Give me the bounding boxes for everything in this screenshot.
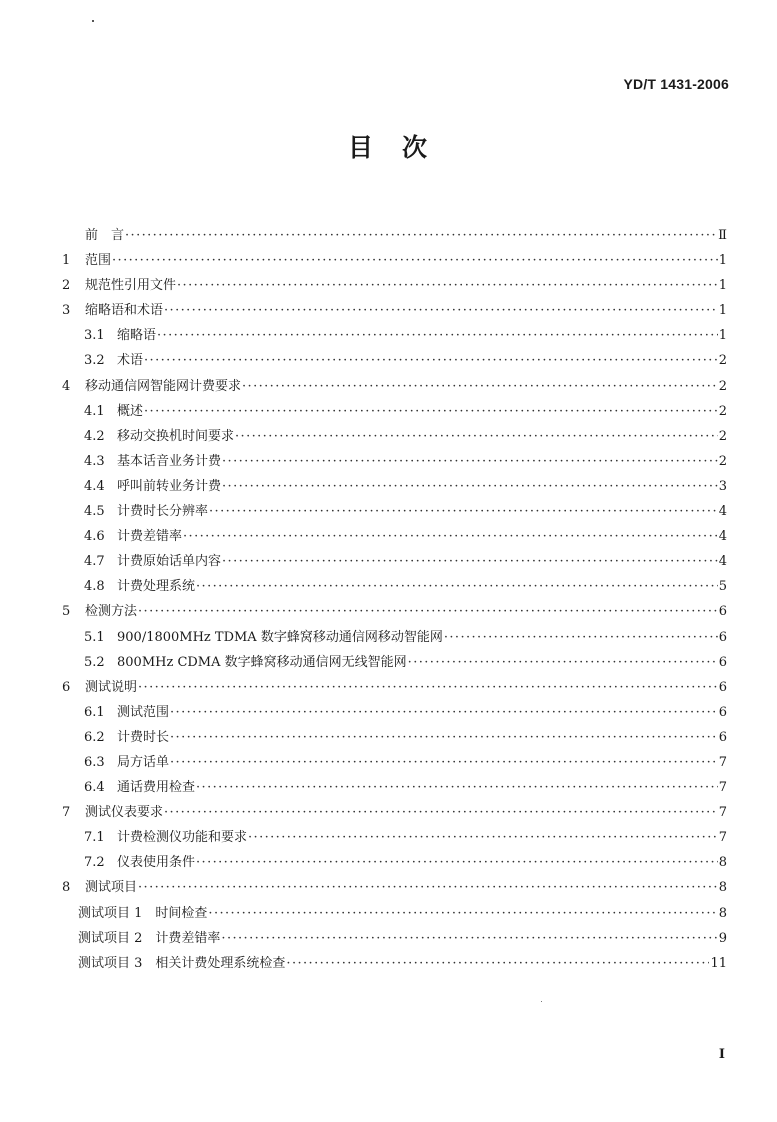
toc-entry-page: 8 — [718, 905, 727, 921]
toc-entry-number: 1 — [62, 253, 71, 269]
toc-entry[interactable] — [62, 298, 727, 323]
dot-leader — [248, 825, 718, 850]
toc-entry-number: 8 — [62, 880, 71, 896]
toc-entry-page: 6 — [718, 629, 727, 645]
toc-entry[interactable] — [62, 474, 727, 499]
toc-entry-number: 4 — [62, 378, 71, 394]
toc-entry[interactable] — [62, 650, 727, 675]
toc-entry-number: 2 — [62, 278, 71, 294]
toc-entry[interactable] — [62, 248, 727, 273]
dot-leader — [138, 675, 718, 700]
toc-entry-page: 2 — [718, 428, 727, 444]
toc-entry[interactable] — [62, 951, 727, 976]
toc-entry-page: 2 — [718, 453, 727, 469]
toc-entry[interactable] — [62, 549, 727, 574]
dot-leader — [144, 399, 718, 424]
toc-entry[interactable] — [62, 273, 727, 298]
toc-entry-title: 移动交换机时间要求 — [117, 428, 235, 444]
dot-leader — [164, 800, 718, 825]
dot-leader — [196, 775, 718, 800]
toc-entry-page: 3 — [718, 478, 727, 494]
toc-entry-title: 计费处理系统 — [117, 579, 196, 595]
toc-entry-number: 6 — [62, 679, 71, 695]
toc-entry-title: 前 言 — [85, 228, 125, 243]
toc-entry-title: 基本话音业务计费 — [117, 453, 222, 469]
toc-entry-title: 测试范围 — [117, 704, 170, 720]
toc-entry-title: 范围 — [85, 253, 112, 269]
toc-entry-page: 1 — [718, 278, 727, 294]
toc-entry[interactable] — [62, 348, 727, 373]
toc-entry-title: 缩略语和术语 — [85, 303, 164, 319]
dot-leader — [242, 374, 718, 399]
scan-speck — [92, 20, 94, 22]
toc-entry-page: 4 — [718, 554, 727, 570]
document-code: YD/T 1431-2006 — [623, 76, 729, 92]
toc-entry-page: 7 — [718, 754, 727, 770]
toc-entry-number: 4.4 — [84, 478, 105, 494]
toc-entry-page: 7 — [718, 830, 727, 846]
toc-entry[interactable] — [62, 901, 727, 926]
toc-entry-title: 测试项目 3 相关计费处理系统检查 — [78, 955, 286, 971]
toc-entry-title: 测试项目 — [85, 880, 138, 896]
toc-entry-page: 6 — [718, 654, 727, 670]
toc-entry-page: 2 — [718, 353, 727, 369]
toc-entry-page: 11 — [710, 955, 727, 971]
toc-entry-title: 概述 — [117, 403, 144, 419]
toc-entry[interactable] — [62, 800, 727, 825]
dot-leader — [408, 650, 718, 675]
page-title: 目 次 — [347, 133, 429, 162]
scan-speck — [541, 1001, 542, 1002]
toc-entry-title: 缩略语 — [117, 328, 157, 344]
toc-entry-title: 测试说明 — [85, 679, 138, 695]
toc-entry[interactable] — [62, 675, 727, 700]
dot-leader — [157, 323, 718, 348]
toc-entry-page: 8 — [718, 880, 727, 896]
toc-entry-page: 1 — [718, 303, 727, 319]
toc-entry-title: 测试项目 2 计费差错率 — [78, 930, 221, 946]
toc-entry-page: 5 — [718, 579, 727, 595]
toc-entry-title: 呼叫前转业务计费 — [117, 478, 222, 494]
dot-leader — [286, 951, 709, 976]
toc-entry-title: 计费时长 — [117, 729, 170, 745]
toc-entry-title: 仪表使用条件 — [117, 855, 196, 871]
toc-entry[interactable] — [62, 424, 727, 449]
toc-entry-page: 2 — [718, 403, 727, 419]
toc-entry-number: 6.3 — [84, 754, 105, 770]
toc-entry-page: 7 — [718, 780, 727, 796]
toc-entry-title: 计费检测仪功能和要求 — [117, 830, 248, 846]
toc-entry[interactable] — [62, 750, 727, 775]
toc-entry-number: 5.2 — [84, 654, 105, 670]
footer-page-number: I — [718, 1047, 725, 1062]
dot-leader — [222, 449, 718, 474]
dot-leader — [144, 348, 718, 373]
dot-leader — [170, 725, 718, 750]
toc-entry[interactable] — [62, 926, 727, 951]
dot-leader — [235, 424, 718, 449]
toc-entry-page: 6 — [718, 604, 727, 620]
toc-entry[interactable] — [62, 875, 727, 900]
toc-entry-page: 1 — [718, 328, 727, 344]
toc-entry-title: 测试项目 1 时间检查 — [78, 905, 208, 921]
toc-entry[interactable] — [62, 399, 727, 424]
toc-entry-number: 6.1 — [84, 704, 105, 720]
toc-entry[interactable] — [62, 499, 727, 524]
dot-leader — [177, 273, 718, 298]
toc-entry-title: 计费差错率 — [117, 529, 183, 545]
dot-leader — [222, 474, 718, 499]
dot-leader — [196, 574, 718, 599]
dot-leader — [444, 625, 718, 650]
toc-entry-page: 2 — [718, 378, 727, 394]
toc-entry-title: 通话费用检查 — [117, 780, 196, 796]
toc-entry-title: 测试仪表要求 — [85, 805, 164, 821]
toc-entry-number: 5.1 — [84, 629, 105, 645]
toc-entry-title: 计费时长分辨率 — [117, 504, 209, 520]
toc-entry-number: 3.1 — [84, 328, 105, 344]
dot-leader — [208, 901, 717, 926]
toc-entry-page: 4 — [718, 529, 727, 545]
toc-entry-number: 3 — [62, 303, 71, 319]
toc-entry-page: 6 — [718, 729, 727, 745]
toc-entry-number: 6.4 — [84, 780, 105, 796]
toc-entry-number: 4.3 — [84, 453, 105, 469]
toc-entry-number: 4.5 — [84, 504, 105, 520]
toc-entry-number: 6.2 — [84, 729, 105, 745]
toc-entry-number: 4.7 — [84, 554, 105, 570]
table-of-contents — [62, 223, 727, 976]
toc-entry-page: 6 — [718, 704, 727, 720]
dot-leader — [222, 549, 718, 574]
toc-entry-number: 4.2 — [84, 428, 105, 444]
toc-entry-page: 1 — [718, 253, 727, 269]
toc-entry-page: 4 — [718, 504, 727, 520]
toc-entry[interactable] — [62, 449, 727, 474]
toc-entry-page: 8 — [718, 855, 727, 871]
toc-entry-title: 移动通信网智能网计费要求 — [85, 378, 242, 394]
toc-entry[interactable] — [62, 574, 727, 599]
toc-entry-title: 800MHz CDMA 数字蜂窝移动通信网无线智能网 — [117, 654, 407, 670]
toc-entry[interactable] — [62, 700, 727, 725]
toc-entry[interactable] — [62, 850, 727, 875]
toc-entry[interactable] — [62, 625, 727, 650]
toc-entry-number: 5 — [62, 604, 71, 620]
toc-entry[interactable] — [62, 323, 727, 348]
dot-leader — [170, 700, 718, 725]
toc-entry[interactable] — [62, 223, 727, 248]
dot-leader — [183, 524, 718, 549]
toc-entry-number: 3.2 — [84, 353, 105, 369]
toc-entry-number: 7.1 — [84, 830, 105, 846]
toc-entry-page: 7 — [718, 805, 727, 821]
toc-entry-number: 4.6 — [84, 529, 105, 545]
toc-entry-title: 术语 — [117, 353, 144, 369]
toc-entry[interactable] — [62, 524, 727, 549]
toc-entry-title: 局方话单 — [117, 754, 170, 770]
toc-entry-title: 900/1800MHz TDMA 数字蜂窝移动通信网移动智能网 — [117, 629, 443, 645]
toc-entry-number: 7.2 — [84, 855, 105, 871]
dot-leader — [138, 875, 718, 900]
toc-entry-page: 6 — [718, 679, 727, 695]
dot-leader — [125, 223, 717, 248]
toc-entry-title: 检测方法 — [85, 604, 138, 620]
toc-entry[interactable] — [62, 374, 727, 399]
toc-entry-title: 规范性引用文件 — [85, 278, 177, 294]
toc-entry-page: Ⅱ — [718, 228, 727, 243]
toc-entry-title: 计费原始话单内容 — [117, 554, 222, 570]
dot-leader — [164, 298, 718, 323]
dot-leader — [138, 599, 718, 624]
dot-leader — [112, 248, 718, 273]
toc-entry-page: 9 — [718, 930, 727, 946]
dot-leader — [221, 926, 717, 951]
toc-entry-number: 4.1 — [84, 403, 105, 419]
dot-leader — [170, 750, 718, 775]
toc-entry[interactable] — [62, 725, 727, 750]
toc-entry[interactable] — [62, 775, 727, 800]
dot-leader — [196, 850, 718, 875]
toc-entry[interactable] — [62, 825, 727, 850]
toc-entry[interactable] — [62, 599, 727, 624]
dot-leader — [209, 499, 718, 524]
toc-entry-number: 4.8 — [84, 579, 105, 595]
toc-entry-number: 7 — [62, 805, 71, 821]
